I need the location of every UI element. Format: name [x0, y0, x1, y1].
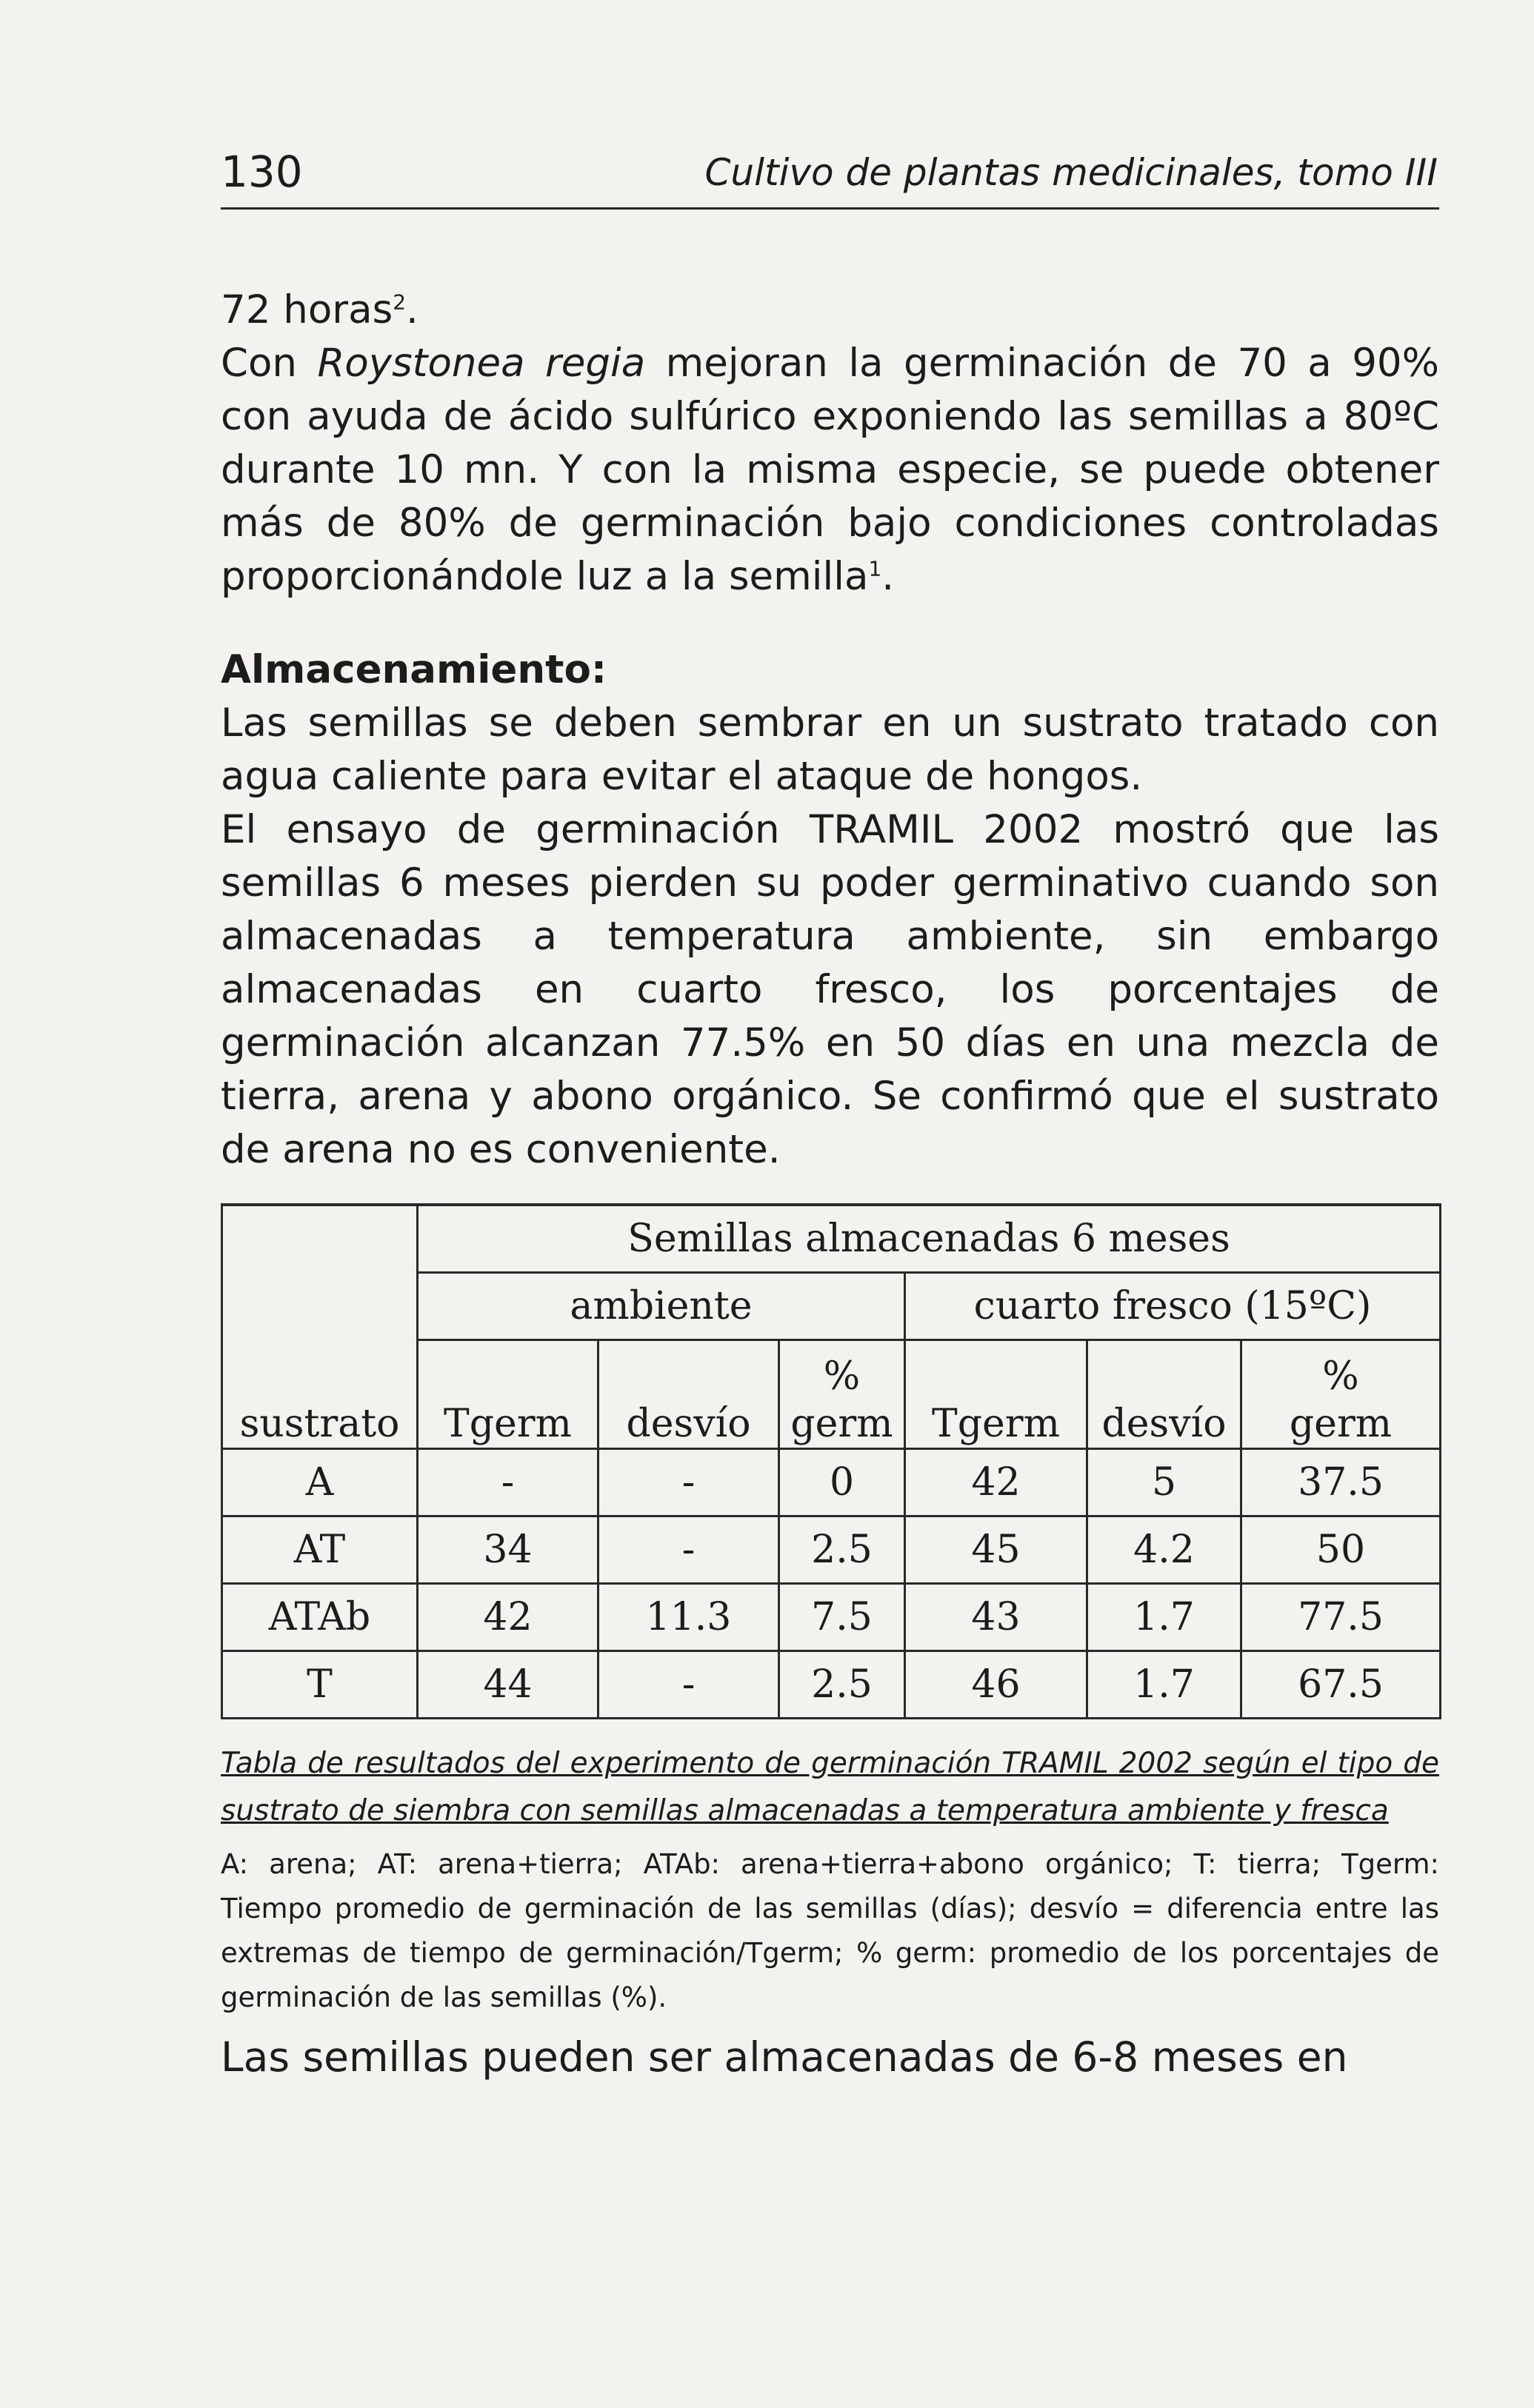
page: [221, 141, 1439, 2084]
table-title: Semillas almacenadas 6 meses: [418, 1205, 1441, 1273]
cell-cf-desvio: 5: [1087, 1449, 1241, 1516]
page-header: [221, 141, 1439, 210]
cell-cf-desvio: 1.7: [1087, 1651, 1241, 1719]
cell-amb-tgerm: 42: [418, 1584, 598, 1651]
cell-cf-desvio: 1.7: [1087, 1584, 1241, 1651]
paragraph-72-horas: 72 horas$^2$.: [221, 287, 418, 332]
paragraph-last-line: Las semillas pueden ser almacenadas de 6-8 meses en: [221, 2033, 1348, 2081]
species-name: Roystonea regia: [317, 341, 646, 386]
footnote-ref-2: 2: [393, 290, 407, 315]
page-body: [221, 284, 1439, 2084]
cell-sustrato: T: [222, 1651, 418, 1719]
cell-cf-germ: 37.5: [1241, 1449, 1441, 1516]
col-header-germ: % germ: [1241, 1340, 1441, 1449]
table-caption: Tabla de resultados del experimento de germinación TRAMIL 2002 según el tipo de sustrato de siembra con semillas almacenadas a temperatura ambiente y fresca: [221, 1747, 1439, 1827]
cell-amb-desvio: 11.3: [598, 1584, 779, 1651]
col-header-tgerm: Tgerm: [418, 1340, 598, 1449]
results-table: [221, 1203, 1441, 1719]
footnote-ref-1: 1: [868, 556, 882, 581]
cell-amb-germ: 2.5: [779, 1516, 905, 1584]
cell-amb-desvio: -: [598, 1516, 779, 1584]
cell-sustrato: A: [222, 1449, 418, 1516]
paragraph-ensayo: El ensayo de germinación TRAMIL 2002 mostró que las semillas 6 meses pierden su poder germinativo cuando son almacenadas a temperatura ambiente, sin embargo almacenadas en cuarto fresco, los porcentajes de germinación alcanzan 77.5% en 50 días en una mezcla de tierra, arena y abono orgánico. Se confirmó que el sustrato de arena no es conveniente.: [221, 807, 1439, 1172]
col-header-desvio: desvío: [598, 1340, 779, 1449]
group-header-ambiente: ambiente: [418, 1273, 905, 1340]
cell-cf-tgerm: 42: [905, 1449, 1087, 1516]
table-row: [222, 1584, 1441, 1651]
cell-cf-tgerm: 45: [905, 1516, 1087, 1584]
col-header-sustrato: sustrato: [222, 1340, 418, 1449]
col-header-germ: % germ: [779, 1340, 905, 1449]
group-header-cuarto-fresco: cuarto fresco (15ºC): [905, 1273, 1441, 1340]
col-header-desvio: desvío: [1087, 1340, 1241, 1449]
cell-amb-desvio: -: [598, 1449, 779, 1516]
cell-cf-tgerm: 46: [905, 1651, 1087, 1719]
table-row: [222, 1651, 1441, 1719]
page-number: 130: [221, 147, 303, 197]
cell-amb-germ: 0: [779, 1449, 905, 1516]
paragraph-roystonea: Con Roystonea regia mejoran la germinación de 70 a 90% con ayuda de ácido sulfúrico exponiendo las semillas a 80ºC durante 10 mn. Y con la misma especie, se puede obtener más de 80% de germinación bajo condiciones controladas proporcionándole luz a la semilla$^1$.: [221, 341, 1439, 599]
section-heading: Almacenamiento:: [221, 647, 607, 692]
cell-cf-germ: 50: [1241, 1516, 1441, 1584]
table-row: [222, 1449, 1441, 1516]
paragraph-sustrato: Las semillas se deben sembrar en un sustrato tratado con agua caliente para evitar el ataque de hongos.: [221, 700, 1439, 799]
cell-amb-tgerm: 44: [418, 1651, 598, 1719]
cell-sustrato: AT: [222, 1516, 418, 1584]
table-legend: A: arena; AT: arena+tierra; ATAb: arena+tierra+abono orgánico; T: tierra; Tgerm: Tiempo promedio de germinación de las semillas (días); desvío = diferencia entre las extremas de tiempo de germinación/Tgerm; % germ: promedio de los porcentajes de germinación de las semillas (%).: [221, 1848, 1439, 2013]
table-row: [222, 1516, 1441, 1584]
running-title: Cultivo de plantas medicinales, tomo III: [704, 151, 1438, 194]
col-header-tgerm: Tgerm: [905, 1340, 1087, 1449]
cell-sustrato: ATAb: [222, 1584, 418, 1651]
cell-cf-tgerm: 43: [905, 1584, 1087, 1651]
cell-amb-desvio: -: [598, 1651, 779, 1719]
cell-amb-germ: 7.5: [779, 1584, 905, 1651]
cell-amb-tgerm: -: [418, 1449, 598, 1516]
table-corner: [222, 1205, 418, 1340]
cell-amb-tgerm: 34: [418, 1516, 598, 1584]
cell-cf-germ: 67.5: [1241, 1651, 1441, 1719]
cell-cf-germ: 77.5: [1241, 1584, 1441, 1651]
cell-cf-desvio: 4.2: [1087, 1516, 1241, 1584]
cell-amb-germ: 2.5: [779, 1651, 905, 1719]
